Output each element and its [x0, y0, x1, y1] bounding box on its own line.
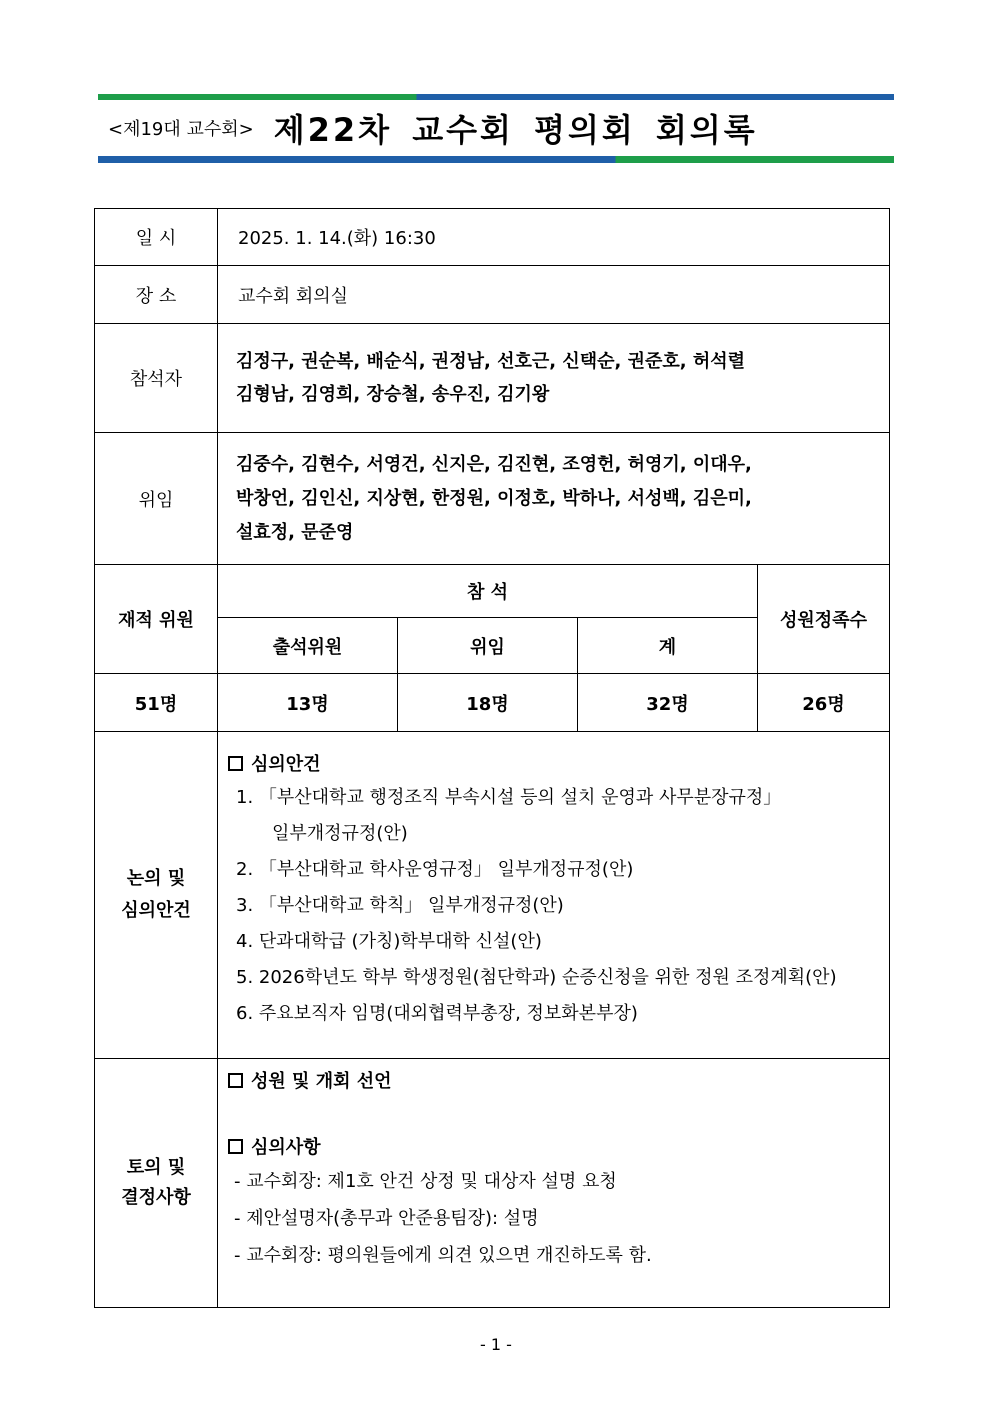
decisions-section-2: [228, 1133, 889, 1159]
checkbox-square-icon: [228, 756, 243, 771]
place-value: 교수회 회의실: [218, 266, 890, 324]
agenda-label-line: 심의안건: [121, 900, 191, 921]
attendees-row: [95, 324, 890, 433]
header-bottom-bar: [98, 156, 894, 163]
decisions-section-1: [228, 1067, 889, 1093]
attendees-list: [218, 324, 890, 433]
quorum-label: 성원정족수: [758, 565, 890, 674]
agenda-item: 5. 2026학년도 학부 학생정원(첨단학과) 순증신청을 위한 정원 조정계획(안): [236, 967, 837, 988]
members-label: 재적 위원: [95, 565, 218, 674]
stats-proxy-label: 위임: [398, 618, 578, 674]
total-value: 32명: [578, 674, 758, 732]
proxy-label: 위임: [95, 433, 218, 565]
decisions-content: [218, 1059, 890, 1308]
header-top-bar: [98, 94, 894, 100]
decisions-label: [95, 1059, 218, 1308]
agenda-item: 3. 「부산대학교 학칙」 일부개정규정(안): [236, 895, 564, 916]
attendees-label: 참석자: [95, 324, 218, 433]
agenda-item: 일부개정규정(안): [272, 823, 408, 844]
total-label: 계: [578, 618, 758, 674]
decisions-label-line: 토의 및: [126, 1157, 186, 1178]
present-label: 출석위원: [218, 618, 398, 674]
decision-item: - 교수회장: 평의원들에게 의견 있으면 개진하도록 함.: [234, 1245, 652, 1266]
date-row: [95, 209, 890, 266]
proxy-line: 김중수, 김현수, 서영건, 신지은, 김진현, 조영헌, 허영기, 이대우,: [236, 453, 752, 475]
header-subtitle: <제19대 교수회>: [108, 119, 254, 140]
proxy-line: 설효정, 문준영: [236, 521, 354, 543]
present-value: 13명: [218, 674, 398, 732]
agenda-label-line: 논의 및: [126, 868, 186, 889]
page-number: - 1 -: [480, 1335, 512, 1354]
proxy-list: [218, 433, 890, 565]
agenda-item: 1. 「부산대학교 행정조직 부속시설 등의 설치 운영과 사무분장규정」: [236, 787, 782, 808]
agenda-items: [228, 780, 889, 1032]
agenda-section-title: [228, 750, 889, 776]
place-label: 장 소: [95, 266, 218, 324]
agenda-item: 4. 단과대학급 (가칭)학부대학 신설(안): [236, 931, 542, 952]
proxy-line: 박창언, 김인신, 지상현, 한정원, 이정호, 박하나, 서성백, 김은미,: [236, 487, 752, 509]
decision-items: [228, 1163, 889, 1274]
decisions-section-1-label: 성원 및 개회 선언: [251, 1071, 392, 1092]
decisions-label-line: 결정사항: [121, 1187, 191, 1208]
date-label: 일 시: [95, 209, 218, 266]
attendees-line: 김정구, 권순복, 배순식, 권정남, 선호근, 신택순, 권준호, 허석렬: [236, 351, 746, 372]
minutes-table: [94, 208, 890, 1308]
decisions-row: [95, 1059, 890, 1308]
attendees-line: 김형남, 김영희, 장승철, 송우진, 김기왕: [236, 384, 550, 405]
place-row: [95, 266, 890, 324]
checkbox-square-icon: [228, 1073, 243, 1088]
decision-item: - 제안설명자(총무과 안준용팀장): 설명: [234, 1208, 539, 1229]
agenda-row: [95, 732, 890, 1059]
agenda-label: [95, 732, 218, 1059]
attend-label: 참 석: [218, 565, 758, 618]
decision-item: - 교수회장: 제1호 안건 상정 및 대상자 설명 요청: [234, 1171, 617, 1192]
members-value: 51명: [95, 674, 218, 732]
document-title: 제22차 교수회 평의회 회의록: [273, 111, 758, 149]
agenda-item: 2. 「부산대학교 학사운영규정」 일부개정규정(안): [236, 859, 634, 880]
agenda-item: 6. 주요보직자 임명(대외협력부총장, 정보화본부장): [236, 1003, 638, 1024]
decisions-section-2-label: 심의사항: [251, 1137, 321, 1158]
stats-values-row: [95, 674, 890, 732]
date-value: 2025. 1. 14.(화) 16:30: [218, 209, 890, 266]
agenda-content: [218, 732, 890, 1059]
proxy-value: 18명: [398, 674, 578, 732]
proxy-row: [95, 433, 890, 565]
document-header: [108, 104, 758, 152]
checkbox-square-icon: [228, 1139, 243, 1154]
stats-header-row-1: [95, 565, 890, 618]
agenda-section-label: 심의안건: [251, 754, 321, 775]
quorum-value: 26명: [758, 674, 890, 732]
